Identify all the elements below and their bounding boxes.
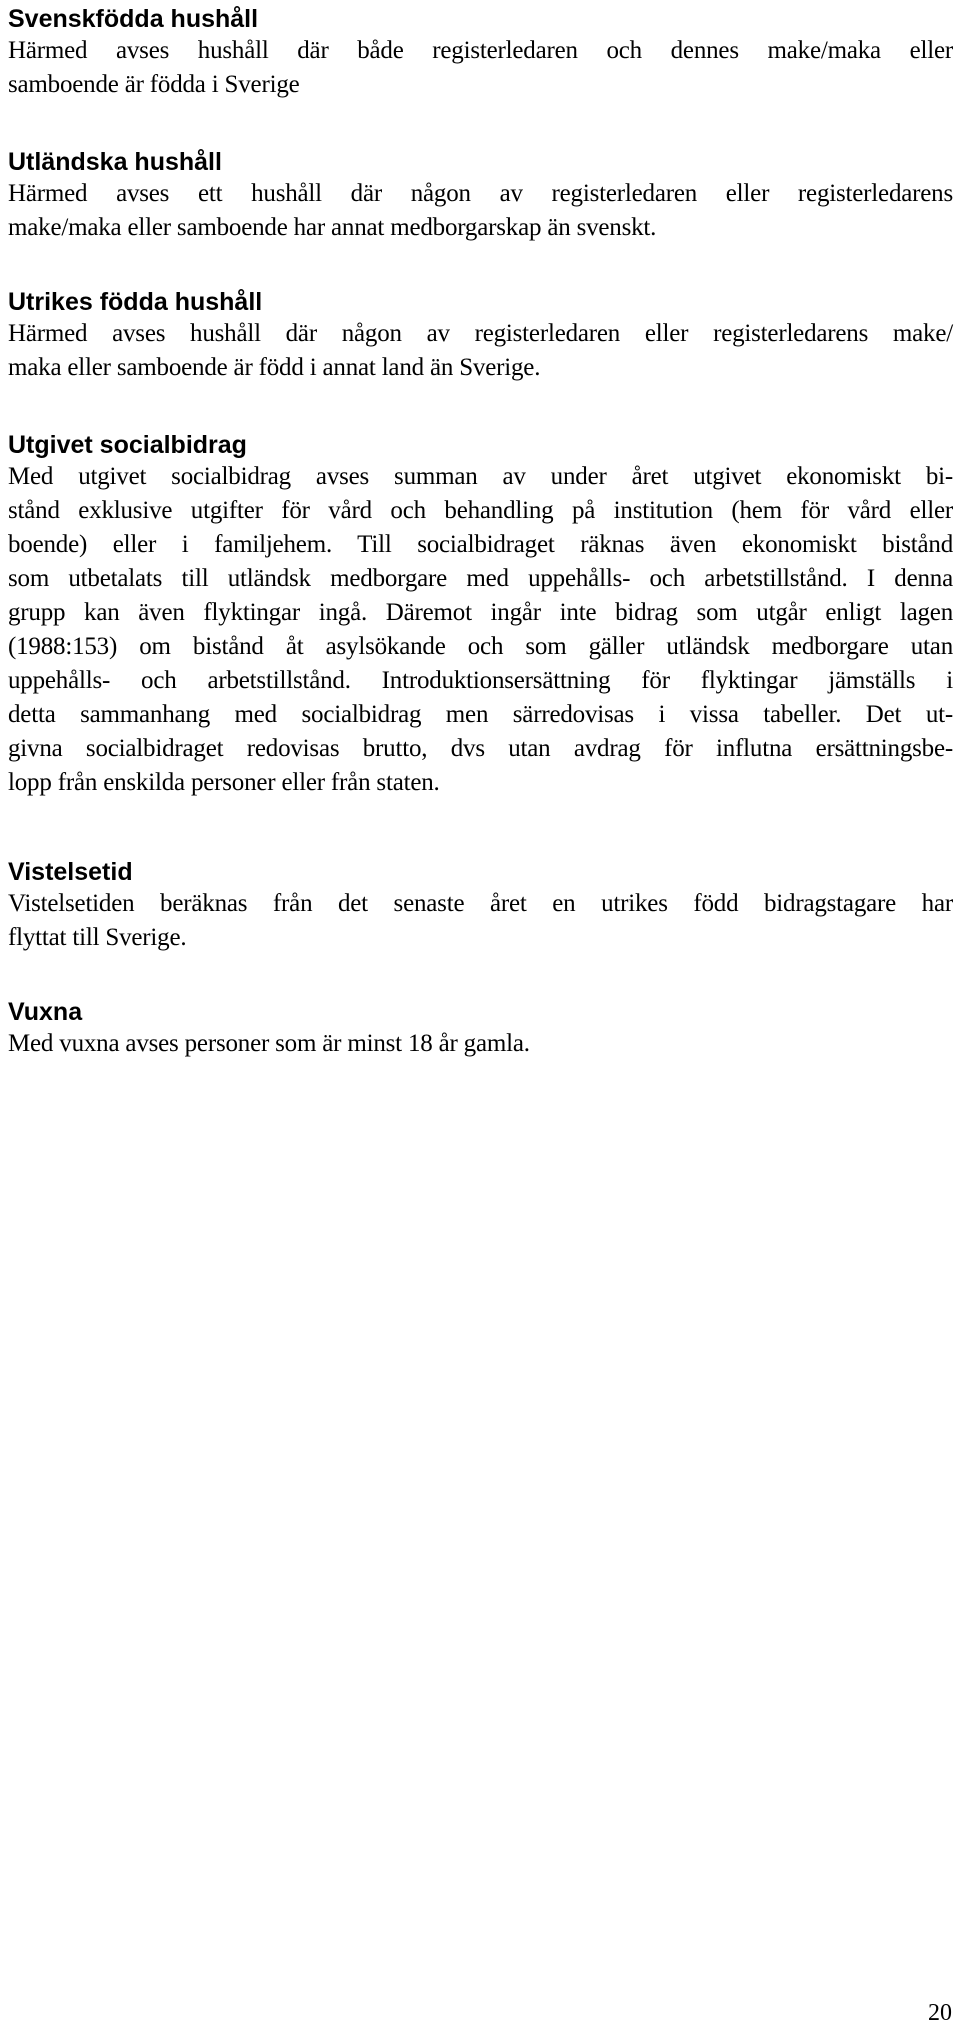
section-body: [8, 887, 953, 955]
section-heading: Utländska hushåll: [8, 148, 222, 176]
section-body: [8, 460, 953, 800]
section-svenskfodda-hushall: [8, 2, 953, 102]
section-heading: Vistelsetid: [8, 858, 133, 886]
body-line: Härmed avses ett hushåll där någon av registerledaren eller registerledarens: [8, 180, 953, 207]
section-utrikes-fodda-hushall: [8, 285, 953, 385]
section-utgivet-socialbidrag: [8, 428, 953, 800]
section-vistelsetid: [8, 855, 953, 955]
body-line: Vistelsetiden beräknas från det senaste året en utrikes född bidragstagare har: [8, 890, 953, 917]
body-line: flyttat till Sverige.: [8, 924, 187, 951]
section-heading: Utrikes födda hushåll: [8, 288, 263, 316]
body-line: boende) eller i familjehem. Till socialbidraget räknas även ekonomiskt bistånd: [8, 531, 953, 558]
body-line: som utbetalats till utländsk medborgare med uppehålls- och arbetstillstånd. I denna: [8, 565, 953, 592]
section-utlandska-hushall: [8, 145, 953, 245]
section-body: [8, 1027, 953, 1061]
body-line: Med utgivet socialbidrag avses summan av under året utgivet ekonomiskt bi-: [8, 463, 953, 490]
section-heading: Svenskfödda hushåll: [8, 5, 259, 33]
body-line: uppehålls- och arbetstillstånd. Introduktionsersättning för flyktingar jämställs i: [8, 667, 953, 694]
body-line: grupp kan även flyktingar ingå. Däremot ingår inte bidrag som utgår enligt lagen: [8, 599, 953, 626]
body-line: make/maka eller samboende har annat medborgarskap än svenskt.: [8, 214, 657, 241]
section-body: [8, 34, 953, 102]
section-heading: Utgivet socialbidrag: [8, 431, 247, 459]
body-line: samboende är födda i Sverige: [8, 71, 300, 98]
body-line: stånd exklusive utgifter för vård och behandling på institution (hem för vård eller: [8, 497, 953, 524]
body-line: (1988:153) om bistånd åt asylsökande och som gäller utländsk medborgare utan: [8, 633, 953, 660]
section-heading: Vuxna: [8, 998, 83, 1026]
section-vuxna: [8, 995, 953, 1061]
body-line: lopp från enskilda personer eller från staten.: [8, 769, 440, 796]
body-line: Härmed avses hushåll där någon av registerledaren eller registerledarens make/: [8, 320, 953, 347]
page-number: 20: [928, 2000, 952, 2026]
body-line: detta sammanhang med socialbidrag men särredovisas i vissa tabeller. Det ut-: [8, 701, 953, 728]
section-body: [8, 177, 953, 245]
body-line: givna socialbidraget redovisas brutto, dvs utan avdrag för influtna ersättningsbe-: [8, 735, 953, 762]
section-body: [8, 317, 953, 385]
body-line: Med vuxna avses personer som är minst 18 år gamla.: [8, 1030, 530, 1057]
body-line: maka eller samboende är född i annat land än Sverige.: [8, 354, 541, 381]
body-line: Härmed avses hushåll där både registerledaren och dennes make/maka eller: [8, 37, 953, 64]
